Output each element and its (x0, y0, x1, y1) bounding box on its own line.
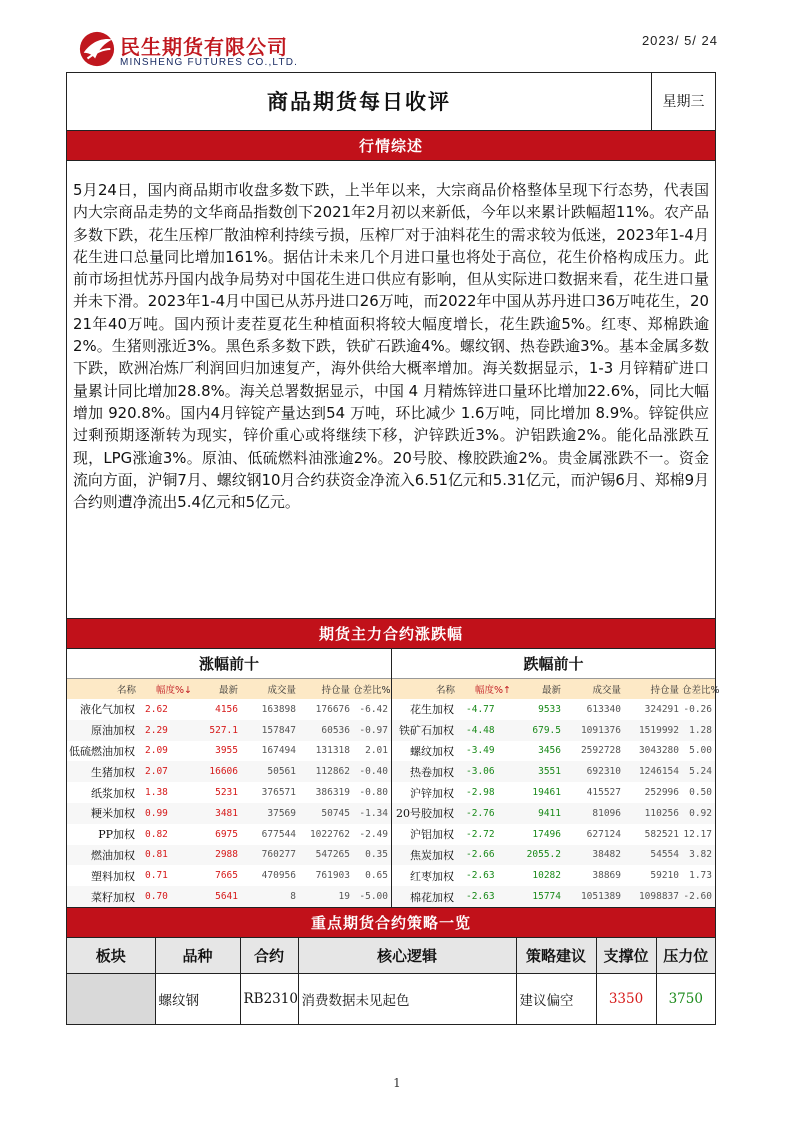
losers-cell: -4.48 (458, 720, 514, 741)
losers-cell: 679.5 (514, 720, 564, 741)
gainers-row (67, 761, 391, 782)
gainers-row (67, 699, 391, 720)
gainers-column-header: 持仓量 (299, 679, 353, 699)
gainers-title: 涨幅前十 (67, 649, 391, 679)
gainers-cell: -0.80 (359, 787, 388, 799)
losers-cell: 324291 (644, 703, 679, 715)
strategy-resistance: 3750 (668, 991, 703, 1008)
gainers-cell: -5.00 (353, 886, 391, 907)
losers-row (392, 782, 715, 803)
losers-cell: 0.50 (689, 787, 712, 799)
losers-cell: -2.72 (466, 828, 495, 840)
losers-cell: 2592728 (580, 745, 621, 757)
losers-cell: 1519992 (624, 720, 682, 741)
strategy-variety: 螺纹钢 (155, 974, 240, 1024)
gainers-cell: 60536 (299, 720, 353, 741)
losers-table (392, 679, 720, 907)
losers-row (392, 865, 715, 886)
losers-cell: 棉花加权 (392, 886, 458, 907)
losers-cell: 铁矿石加权 (392, 720, 458, 741)
gainers-cell: 6975 (215, 828, 238, 840)
gainers-cell: 547265 (299, 845, 353, 866)
losers-cell: -2.60 (682, 886, 715, 907)
gainers-cell: 16606 (195, 761, 241, 782)
gainers-cell: 677544 (261, 828, 296, 840)
movers-panel (67, 649, 720, 908)
losers-cell: 692310 (564, 761, 624, 782)
gainers-row (67, 741, 391, 762)
gainers-cell: PP加权 (98, 828, 135, 842)
weekday: 星期三 (651, 73, 715, 131)
strategy-table (67, 938, 715, 1024)
losers-cell: 3551 (514, 761, 564, 782)
gainers-cell: -0.97 (353, 720, 391, 741)
gainers-column-header: 成交量 (241, 679, 299, 699)
gainers-table (67, 679, 391, 907)
losers-cell: 20号胶加权 (392, 803, 458, 824)
losers-cell: 9533 (538, 703, 561, 715)
losers-cell: 582521 (644, 828, 679, 840)
losers-cell: 1246154 (624, 761, 682, 782)
report-frame (66, 72, 720, 1025)
page-number: 1 (393, 1076, 401, 1090)
gainers-cell: 50561 (241, 761, 299, 782)
gainers-cell: 527.1 (195, 720, 241, 741)
gainers-cell: 376571 (261, 787, 296, 799)
losers-row (392, 699, 715, 720)
losers-cell: 3043280 (638, 745, 679, 757)
losers-cell: 沪铝加权 (410, 828, 454, 842)
company-name-en: MINSHENG FUTURES CO.,LTD. (120, 57, 299, 68)
gainers-cell: 液化气加权 (80, 703, 135, 717)
losers-cell: 19461 (532, 787, 561, 799)
losers-row (392, 720, 715, 741)
losers-cell: 1.28 (682, 720, 715, 741)
losers-row (392, 761, 715, 782)
losers-row (392, 741, 715, 762)
gainers-cell: 131318 (315, 745, 350, 757)
gainers-cell: 5231 (215, 787, 238, 799)
title-row (67, 73, 715, 131)
losers-cell: 54554 (624, 845, 682, 866)
strategy-logic: 消费数据未见起色 (298, 974, 516, 1024)
report-date: 2023/ 5/ 24 (641, 33, 718, 48)
losers-column-header: 最新 (514, 679, 564, 699)
losers-cell: 1051389 (564, 886, 624, 907)
gainers-cell: 761903 (315, 870, 350, 882)
losers-cell: 1091376 (564, 720, 624, 741)
losers-cell: 沪锌加权 (410, 786, 454, 800)
losers-cell: 415527 (586, 787, 621, 799)
strategy-support: 3350 (596, 974, 656, 1024)
losers-column-header: 持仓量 (624, 679, 682, 699)
gainers-cell: 低硫燃油加权 (69, 744, 135, 758)
gainers-cell: 生猪加权 (67, 761, 139, 782)
gainers-cell: 112862 (299, 761, 353, 782)
gainers-cell: -1.34 (353, 803, 391, 824)
gainers-cell: 0.70 (139, 886, 195, 907)
losers-row (392, 803, 715, 824)
gainers-row (67, 782, 391, 803)
gainers-row (67, 803, 391, 824)
gainers-cell: 燃油加权 (67, 845, 139, 866)
losers-cell: 5.00 (689, 745, 712, 757)
strategy-column-header: 压力位 (656, 938, 715, 974)
gainers-cell: 8 (241, 886, 299, 907)
gainers-column-header: 仓差比% (353, 679, 391, 699)
strategy-column-header: 合约 (240, 938, 298, 974)
losers-cell: 3.82 (682, 845, 715, 866)
gainers-cell: 7665 (215, 870, 238, 882)
strategy-column-header: 策略建议 (516, 938, 596, 974)
losers-row (392, 886, 715, 907)
gainers-cell: 0.65 (365, 870, 388, 882)
losers-cell: 627124 (586, 828, 621, 840)
losers-cell: -2.98 (466, 787, 495, 799)
losers-cell: 17496 (532, 828, 561, 840)
strategy-board (67, 974, 155, 1024)
strategy-advice: 建议偏空 (516, 974, 596, 1024)
gainers-row (67, 720, 391, 741)
gainers-cell: -2.49 (359, 828, 388, 840)
losers-cell: -3.49 (466, 745, 495, 757)
losers-cell: 252996 (644, 787, 679, 799)
losers-cell: -0.26 (683, 703, 712, 715)
losers-cell: 2055.2 (514, 845, 564, 866)
gainers-cell: 粳米加权 (67, 803, 139, 824)
gainers-cell: 3955 (215, 745, 238, 757)
losers-cell: 15774 (514, 886, 564, 907)
gainers-cell: 纸浆加权 (91, 786, 135, 800)
losers-column (391, 649, 720, 907)
gainers-cell: 0.35 (353, 845, 391, 866)
gainers-cell: 19 (299, 886, 353, 907)
losers-cell: 花生加权 (410, 703, 454, 717)
gainers-column-header: 幅度%↓ (139, 679, 195, 699)
strategy-column-header: 品种 (155, 938, 240, 974)
section-heading-strategy: 重点期货合约策略一览 (67, 908, 715, 938)
losers-cell: 9411 (514, 803, 564, 824)
losers-cell: 59210 (650, 870, 679, 882)
losers-cell: 38869 (592, 870, 621, 882)
gainers-cell: 50745 (299, 803, 353, 824)
gainers-cell: 167494 (261, 745, 296, 757)
losers-column-header: 名称 (392, 679, 458, 699)
losers-column-header: 成交量 (564, 679, 624, 699)
report-title: 商品期货每日收评 (267, 90, 451, 114)
section-heading-movers: 期货主力合约涨跌幅 (67, 619, 715, 649)
losers-title: 跌幅前十 (392, 649, 715, 679)
losers-cell: 5.24 (682, 761, 715, 782)
losers-row (392, 824, 715, 845)
losers-cell: 1098837 (624, 886, 682, 907)
gainers-cell: 塑料加权 (91, 869, 135, 883)
strategy-row (67, 974, 715, 1024)
strategy-column-header: 核心逻辑 (298, 938, 516, 974)
gainers-cell: 2988 (195, 845, 241, 866)
gainers-row (67, 865, 391, 886)
gainers-cell: -6.42 (359, 703, 388, 715)
gainers-cell: 4156 (215, 703, 238, 715)
losers-cell: -3.06 (458, 761, 514, 782)
losers-cell: 3456 (538, 745, 561, 757)
gainers-cell: 2.62 (145, 703, 168, 715)
gainers-cell: 1.38 (145, 787, 168, 799)
gainers-cell: 2.07 (139, 761, 195, 782)
losers-cell: 10282 (532, 870, 561, 882)
losers-cell: -2.76 (458, 803, 514, 824)
gainers-cell: 163898 (261, 703, 296, 715)
gainers-cell: 0.71 (145, 870, 168, 882)
gainers-cell: 0.81 (139, 845, 195, 866)
gainers-row (67, 886, 391, 907)
losers-cell: 613340 (586, 703, 621, 715)
company-logo-icon (78, 30, 116, 68)
gainers-cell: 37569 (241, 803, 299, 824)
gainers-cell: 0.82 (145, 828, 168, 840)
losers-cell: 螺纹加权 (410, 744, 454, 758)
gainers-cell: 2.29 (139, 720, 195, 741)
losers-cell: 0.92 (682, 803, 715, 824)
gainers-cell: 157847 (241, 720, 299, 741)
market-overview-text: 5月24日，国内商品期市收盘多数下跌，上半年以来，大宗商品价格整体呈现下行态势，代表国内大宗商品走势的文华商品指数创下2021年2月初以来新低，今年以来累计跌幅超11%。农产品多数下跌，花生压榨厂散油榨利持续亏损，压榨厂对于油料花生的需求较为低迷，2023年1-4月花生进口总量同比增加161%。据估计未来几个月进口量也将处于高位，花生价格构成压力。此前市场担忧苏丹国内战争局势对中国花生进口供应有影响，但从实际进口数据来看，花生进口量并未下滑。2023年1-4月中国已从苏丹进口26万吨，而2022年中国从苏丹进口36万吨花生，2021年40万吨。国内预计麦茬夏花生种植面积将较大幅度增长，花生跌逾5%。红枣、郑棉跌逾2%。生猪则涨近3%。黑色系多数下跌，铁矿石跌逾4%。螺纹钢、热卷跌逾3%。基本金属多数下跌，欧洲冶炼厂利润回归加速复产，海外供给大概率增加。海关数据显示，1-3 月锌精矿进口量累计同比增加28.8%。海关总署数据显示，中国 4 月精炼锌进口量环比增加22.6%，同比大幅增加 920.8%。国内4月锌锭产量达到54 万吨，环比减少 1.6万吨，同比增加 8.9%。锌锭供应过剩预期逐渐转为现实，锌价重心或将继续下移，沪锌跌近3%。沪铝跌逾2%。能化品涨跌互现，LPG涨逾3%。原油、低硫燃料油涨逾2%。20号胶、橡胶跌逾2%。贵金属涨跌不一。资金流向方面，沪铜7月、螺纹钢10月合约获资金净流入6.51亿元和5.31亿元，而沪锡6月、郑棉9月合约则遭净流出5.4亿元和5亿元。 (67, 161, 715, 619)
company-logo (78, 28, 338, 72)
gainers-cell: 760277 (241, 845, 299, 866)
strategy-column-header: 支撑位 (596, 938, 656, 974)
losers-cell: -4.77 (466, 703, 495, 715)
losers-cell: 12.17 (683, 828, 712, 840)
gainers-cell: 2.01 (365, 745, 388, 757)
gainers-cell: 2.09 (145, 745, 168, 757)
gainers-cell: 原油加权 (67, 720, 139, 741)
losers-cell: 1.73 (689, 870, 712, 882)
losers-cell: -2.66 (458, 845, 514, 866)
losers-cell: 红枣加权 (410, 869, 454, 883)
gainers-cell: 1022762 (309, 828, 350, 840)
losers-cell: -2.63 (458, 886, 514, 907)
gainers-cell: 176676 (315, 703, 350, 715)
gainers-cell: -0.40 (353, 761, 391, 782)
gainers-cell: 386319 (315, 787, 350, 799)
section-heading-overview: 行情综述 (67, 131, 715, 161)
losers-row (392, 845, 715, 866)
losers-cell: 110256 (624, 803, 682, 824)
gainers-column-header: 最新 (195, 679, 241, 699)
gainers-row (67, 824, 391, 845)
gainers-row (67, 845, 391, 866)
strategy-column-header: 板块 (67, 938, 155, 974)
losers-cell: 焦炭加权 (392, 845, 458, 866)
losers-cell: -2.63 (466, 870, 495, 882)
losers-column-header: 幅度%↑ (458, 679, 514, 699)
losers-cell: 热卷加权 (392, 761, 458, 782)
losers-cell: 81096 (564, 803, 624, 824)
gainers-column-header: 名称 (67, 679, 139, 699)
company-name-cn: 民生期货有限公司 (120, 35, 288, 59)
gainers-cell: 3481 (195, 803, 241, 824)
gainers-cell: 0.99 (139, 803, 195, 824)
gainers-cell: 菜籽加权 (67, 886, 139, 907)
losers-column-header: 仓差比% (682, 679, 715, 699)
losers-cell: 38482 (564, 845, 624, 866)
gainers-cell: 5641 (195, 886, 241, 907)
gainers-cell: 470956 (261, 870, 296, 882)
gainers-column (67, 649, 391, 907)
strategy-contract: RB2310 (240, 974, 298, 1024)
